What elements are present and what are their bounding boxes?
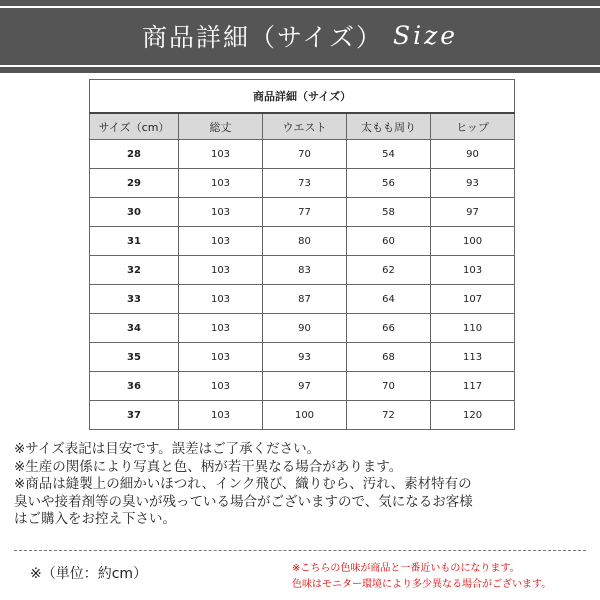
banner-script-word: Size bbox=[392, 21, 459, 50]
notes-block bbox=[14, 441, 594, 529]
cell-thigh: 62 bbox=[347, 256, 431, 285]
cell-size: 36 bbox=[90, 372, 179, 401]
table-row bbox=[90, 401, 515, 430]
banner-bottom-rule bbox=[0, 65, 600, 67]
cell-size: 35 bbox=[90, 343, 179, 372]
cell-waist: 100 bbox=[263, 401, 347, 430]
size-table bbox=[89, 79, 515, 430]
cell-length: 103 bbox=[179, 227, 263, 256]
cell-hip: 97 bbox=[431, 198, 515, 227]
cell-size: 28 bbox=[90, 140, 179, 169]
cell-hip: 110 bbox=[431, 314, 515, 343]
header-size: サイズ（cm） bbox=[90, 113, 179, 140]
cell-waist: 87 bbox=[263, 285, 347, 314]
note-line: 臭いや接着剤等の臭いが残っている場合がございますので、気になるお客様 bbox=[14, 493, 473, 510]
color-note bbox=[292, 561, 551, 593]
table-row bbox=[90, 285, 515, 314]
cell-size: 33 bbox=[90, 285, 179, 314]
table-row bbox=[90, 140, 515, 169]
cell-length: 103 bbox=[179, 401, 263, 430]
color-note-line: ※こちらの色味が商品と一番近いものになります。 bbox=[292, 563, 520, 574]
banner-title-text: 商品詳細（サイズ） bbox=[141, 22, 383, 52]
table-row bbox=[90, 169, 515, 198]
cell-length: 103 bbox=[179, 256, 263, 285]
note-line: ※サイズ表記は目安です。誤差はご了承ください。 bbox=[14, 441, 321, 457]
cell-waist: 73 bbox=[263, 169, 347, 198]
cell-hip: 103 bbox=[431, 256, 515, 285]
cell-waist: 70 bbox=[263, 140, 347, 169]
table-body bbox=[90, 140, 515, 430]
cell-thigh: 64 bbox=[347, 285, 431, 314]
cell-thigh: 56 bbox=[347, 169, 431, 198]
cell-hip: 117 bbox=[431, 372, 515, 401]
cell-size: 32 bbox=[90, 256, 179, 285]
color-note-line: 色味はモニター環境により多少異なる場合がございます。 bbox=[292, 579, 552, 590]
cell-hip: 113 bbox=[431, 343, 515, 372]
cell-thigh: 60 bbox=[347, 227, 431, 256]
cell-waist: 90 bbox=[263, 314, 347, 343]
note-line: はご購入をお控え下さい。 bbox=[14, 511, 176, 527]
cell-hip: 107 bbox=[431, 285, 515, 314]
cell-size: 30 bbox=[90, 198, 179, 227]
cell-length: 103 bbox=[179, 169, 263, 198]
cell-size: 31 bbox=[90, 227, 179, 256]
header-thigh: 太もも周り bbox=[347, 113, 431, 140]
cell-hip: 100 bbox=[431, 227, 515, 256]
cell-length: 103 bbox=[179, 343, 263, 372]
table-header-row bbox=[90, 113, 515, 140]
cell-thigh: 68 bbox=[347, 343, 431, 372]
banner-title bbox=[0, 6, 600, 65]
cell-waist: 83 bbox=[263, 256, 347, 285]
cell-size: 37 bbox=[90, 401, 179, 430]
cell-waist: 80 bbox=[263, 227, 347, 256]
cell-size: 34 bbox=[90, 314, 179, 343]
table-row bbox=[90, 343, 515, 372]
cell-thigh: 70 bbox=[347, 372, 431, 401]
table-row bbox=[90, 256, 515, 285]
header-hip: ヒップ bbox=[431, 113, 515, 140]
table-row bbox=[90, 372, 515, 401]
table-row bbox=[90, 314, 515, 343]
cell-length: 103 bbox=[179, 372, 263, 401]
note-line: ※商品は縫製上の細かいほつれ、インク飛び、織りむら、汚れ、素材特有の bbox=[14, 476, 472, 492]
table-caption-row bbox=[90, 80, 515, 114]
cell-waist: 77 bbox=[263, 198, 347, 227]
cell-thigh: 58 bbox=[347, 198, 431, 227]
cell-hip: 120 bbox=[431, 401, 515, 430]
header-waist: ウエスト bbox=[263, 113, 347, 140]
table-row bbox=[90, 198, 515, 227]
dashed-divider bbox=[14, 550, 586, 551]
header-length: 総丈 bbox=[179, 113, 263, 140]
cell-thigh: 72 bbox=[347, 401, 431, 430]
cell-length: 103 bbox=[179, 285, 263, 314]
cell-length: 103 bbox=[179, 314, 263, 343]
cell-length: 103 bbox=[179, 140, 263, 169]
table-row bbox=[90, 227, 515, 256]
cell-thigh: 66 bbox=[347, 314, 431, 343]
cell-size: 29 bbox=[90, 169, 179, 198]
cell-hip: 93 bbox=[431, 169, 515, 198]
cell-hip: 90 bbox=[431, 140, 515, 169]
unit-note: ※（単位：約cm） bbox=[30, 566, 148, 582]
cell-thigh: 54 bbox=[347, 140, 431, 169]
cell-length: 103 bbox=[179, 198, 263, 227]
title-banner bbox=[0, 0, 600, 73]
cell-waist: 97 bbox=[263, 372, 347, 401]
cell-waist: 93 bbox=[263, 343, 347, 372]
note-line: ※生産の関係により写真と色、柄が若干異なる場合があります。 bbox=[14, 458, 403, 475]
table-caption: 商品詳細（サイズ） bbox=[90, 80, 515, 114]
